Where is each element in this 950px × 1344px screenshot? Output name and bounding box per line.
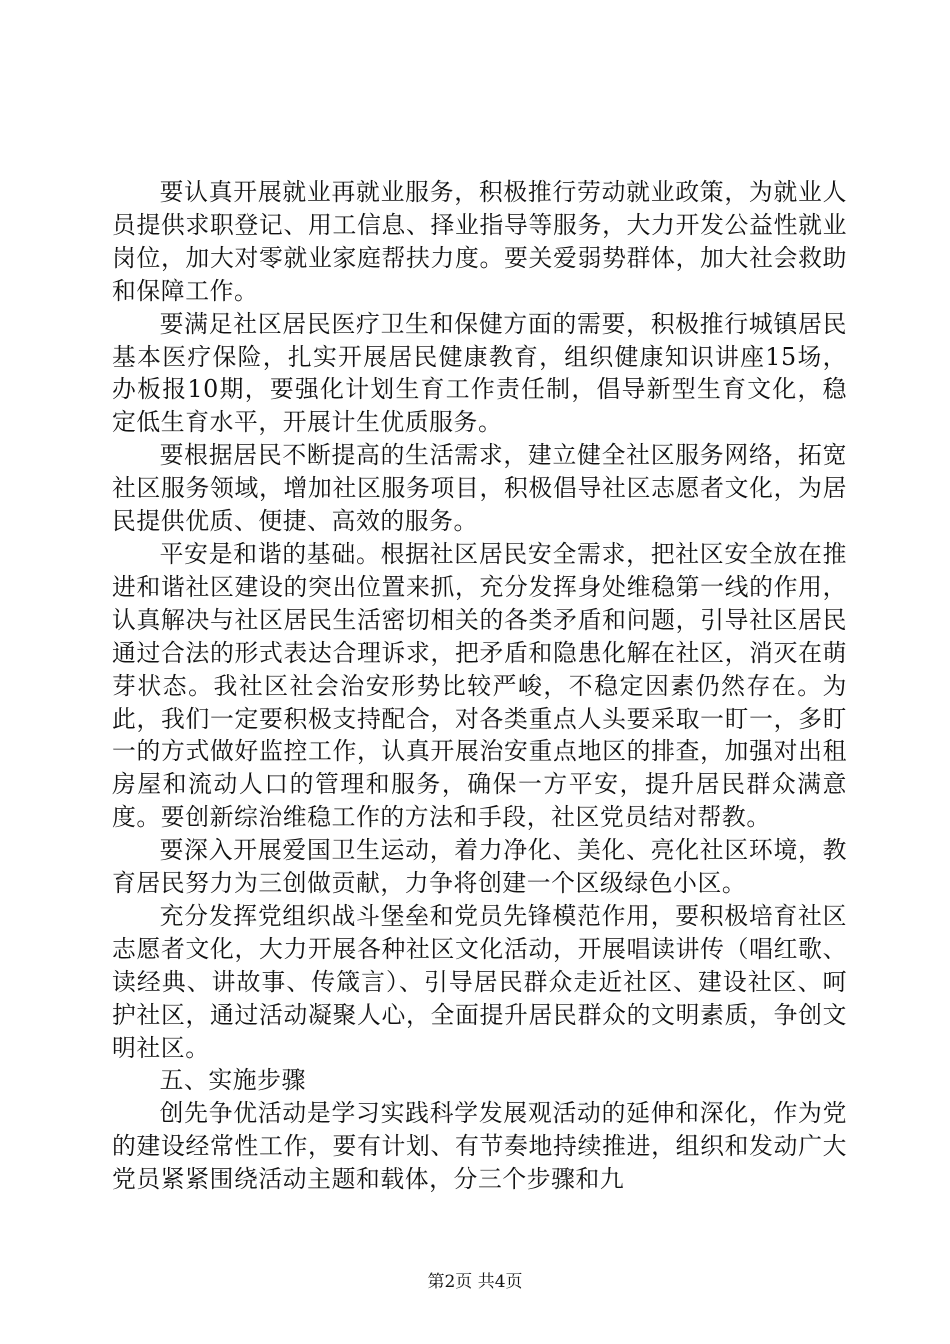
paragraph-implementation: 创先争优活动是学习实践科学发展观活动的延伸和深化，作为党的建设经常性工作，要有计划、有节奏地持续推进，组织和发动广大党员紧紧围绕活动主题和载体，分三个步骤和九 bbox=[112, 1099, 847, 1194]
page-footer: 第2页 共4页 bbox=[427, 1272, 523, 1292]
paragraph-safety: 平安是和谐的基础。根据社区居民安全需求，把社区安全放在推进和谐社区建设的突出位置来抓，充分发挥身处维稳第一线的作用，认真解决与社区居民生活密切相关的各类矛盾和问题，引导社区居民通过合法的形式表达合理诉求，把矛盾和隐患化解在社区，消灭在萌芽状态。我社区社会治安形势比较严峻，不稳定因素仍然存在。为此，我们一定要积极支持配合，对各类重点人头要采取一盯一，多盯一的方式做好监控工作，认真开展治安重点地区的排查，加强对出租房屋和流动人口的管理和服务，确保一方平安，提升居民群众满意度。要创新综治维稳工作的方法和手段，社区党员结对帮教。 bbox=[112, 539, 847, 832]
paragraph-hygiene: 要深入开展爱国卫生运动，着力净化、美化、亮化社区环境，教育居民努力为三创做贡献，力争将创建一个区级绿色小区。 bbox=[112, 836, 847, 898]
document-body bbox=[112, 176, 847, 1196]
section-heading: 五、实施步骤 bbox=[159, 1066, 306, 1095]
paragraph-services: 要根据居民不断提高的生活需求，建立健全社区服务网络，拓宽社区服务领域，增加社区服务项目，积极倡导社区志愿者文化，为居民提供优质、便捷、高效的服务。 bbox=[112, 441, 847, 536]
paragraph-health: 要满足社区居民医疗卫生和保健方面的需要，积极推行城镇居民基本医疗保险，扎实开展居民健康教育，组织健康知识讲座15场，办板报10期，要强化计划生育工作责任制，倡导新型生育文化，稳定低生育水平，开展计生优质服务。 bbox=[112, 309, 847, 437]
paragraph-employment: 要认真开展就业再就业服务，积极推行劳动就业政策，为就业人员提供求职登记、用工信息、择业指导等服务，大力开发公益性就业岗位，加大对零就业家庭帮扶力度。要关爱弱势群体，加大社会救助和保障工作。 bbox=[112, 178, 847, 305]
paragraph-culture: 充分发挥党组织战斗堡垒和党员先锋模范作用，要积极培育社区志愿者文化，大力开展各种社区文化活动，开展唱读讲传（唱红歌、读经典、讲故事、传箴言）、引导居民群众走近社区、建设社区、呵护社区，通过活动凝聚人心，全面提升居民群众的文明素质，争创文明社区。 bbox=[112, 901, 847, 1062]
